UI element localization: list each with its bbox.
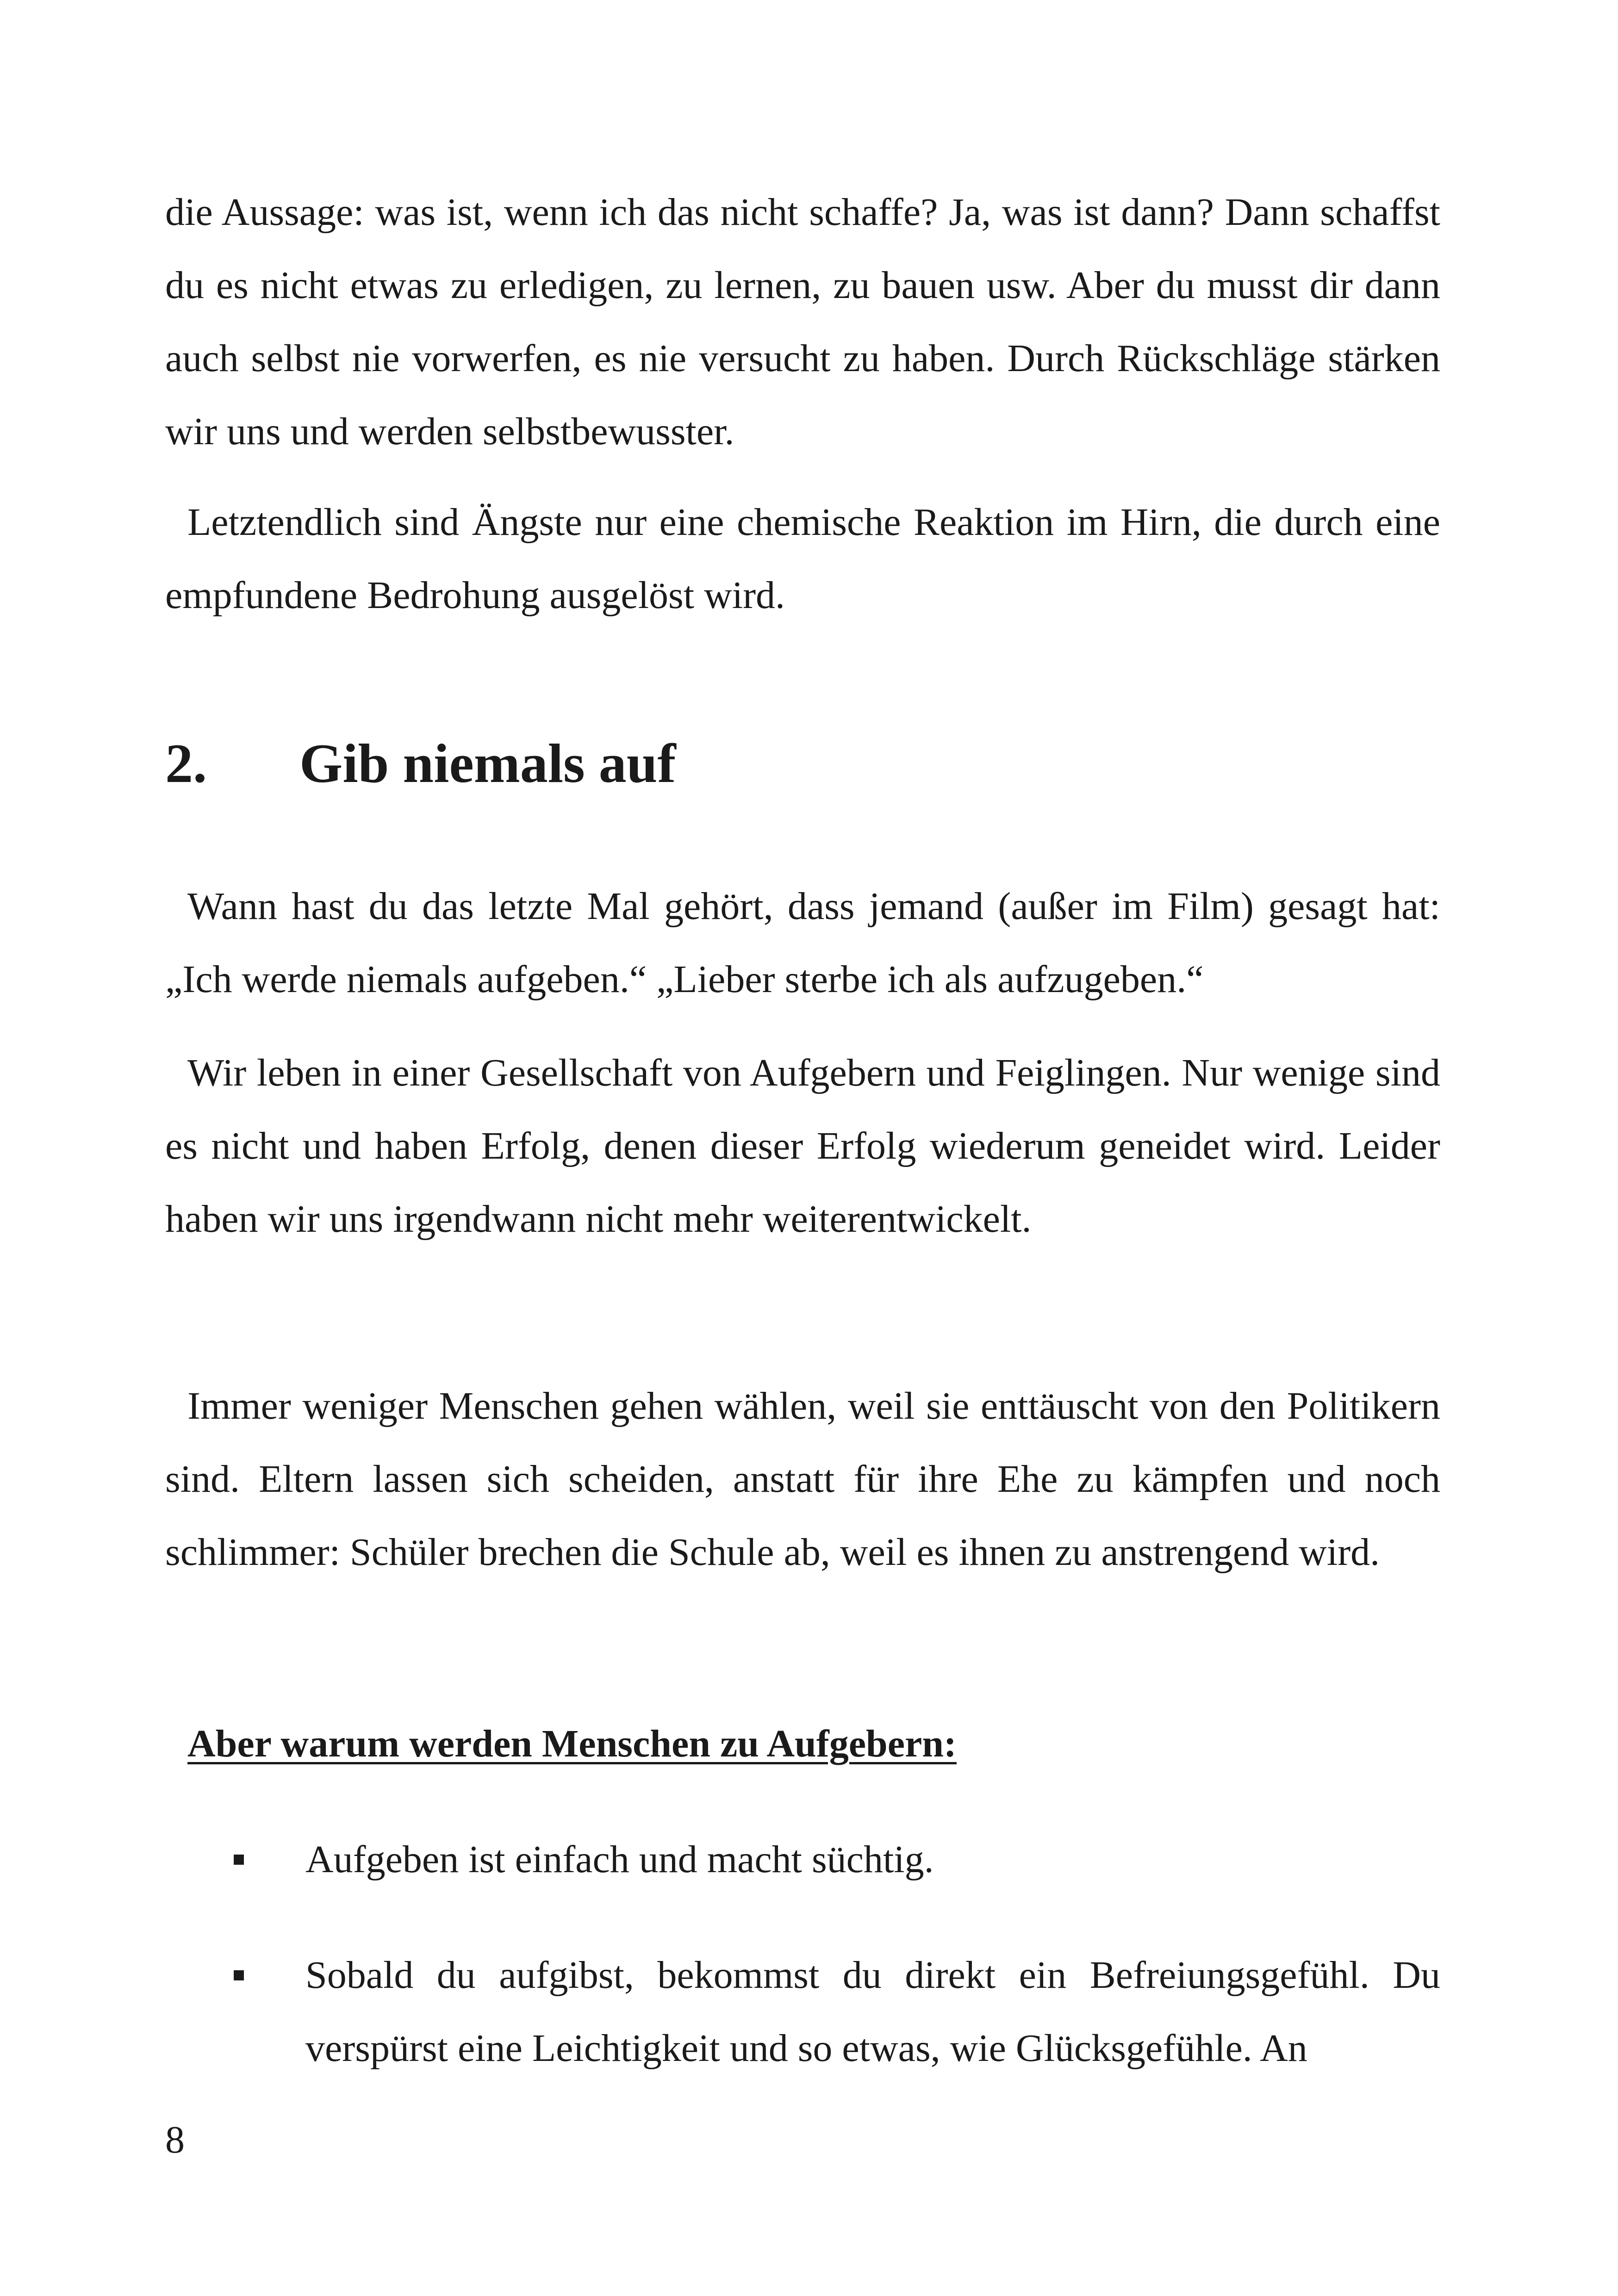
paragraph-wann-hast-du: Wann hast du das letzte Mal gehört, dass jemand (außer im Film) gesagt hat: „Ich werde niemals aufgeben.“ „Lieber sterbe ich als aufzugeben.“ [165,885,1440,1001]
paragraph-aussage: die Aussage: was ist, wenn ich das nicht schaffe? Ja, was ist dann? Dann schaffst du es nicht etwas zu erledigen, zu lernen, zu bauen usw. Aber du musst dir dann auch selbst nie vorwerfen, es nie versucht zu haben. Durch Rückschläge stärken wir uns und werden selbstbewusster. [165,191,1440,453]
list-item-text: Sobald du aufgibst, bekommst du direkt ein Befreiungsgefühl. Du verspürst eine Leichtigkeit und so etwas, wie Glücksgefühle. An [305,1954,1440,2070]
page-number: 8 [165,2118,185,2161]
paragraph-aengste: Letztendlich sind Ängste nur eine chemische Reaktion im Hirn, die durch eine empfundene Bedrohung ausgelöst wird. [165,501,1440,617]
paragraph-menschen-waehlen: Immer weniger Menschen gehen wählen, weil sie enttäuscht von den Politikern sind. Eltern lassen sich scheiden, anstatt für ihre Ehe zu kämpfen und noch schlimmer: Schüler brechen die Schule ab, weil es ihnen zu anstrengend wird. [165,1384,1440,1574]
section-number: 2. [165,732,207,794]
section-heading [165,726,676,800]
list-item [165,1939,1440,2085]
list-item-text: Aufgeben ist einfach und macht süchtig. [305,1838,934,1881]
bullet-square-icon [234,1855,244,1865]
subheading-aufgeber: Aber warum werden Menschen zu Aufgebern: [187,1722,957,1765]
section-title: Gib niemals auf [299,732,676,794]
bullet-square-icon [234,1970,244,1980]
list-item [165,1823,1440,1896]
paragraph-gesellschaft: Wir leben in einer Gesellschaft von Aufgebern und Feiglingen. Nur wenige sind es nicht und haben Erfolg, denen dieser Erfolg wiederum geneidet wird. Leider haben wir uns irgendwann nicht mehr weiterentwickelt. [165,1051,1440,1241]
